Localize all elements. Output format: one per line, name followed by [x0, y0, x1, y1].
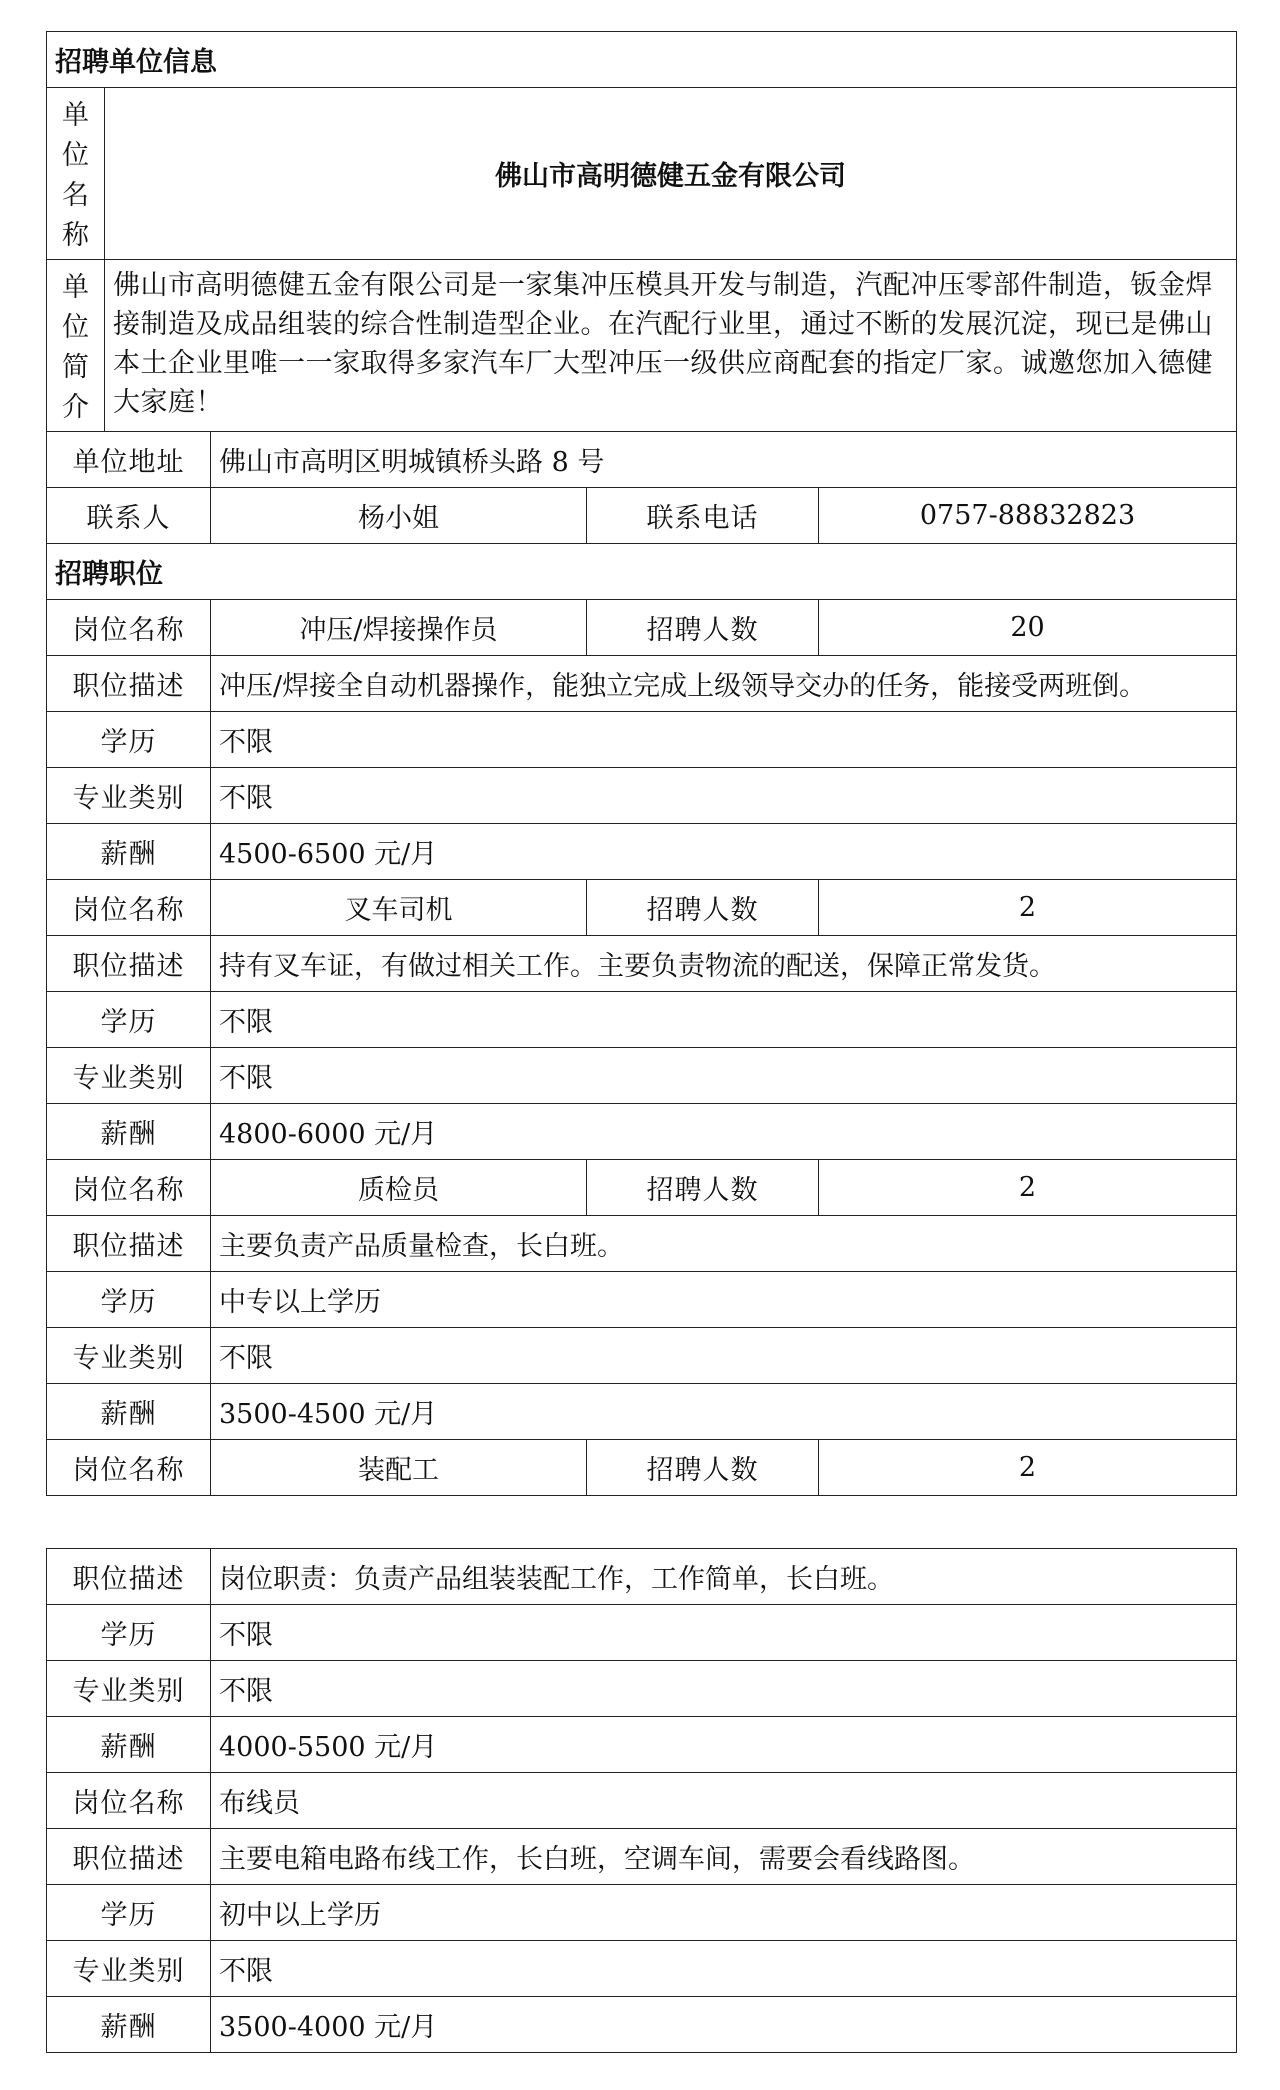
job-name: 布线员	[211, 1773, 1237, 1829]
headcount: 2	[819, 1440, 1237, 1496]
job-name-label: 岗位名称	[47, 880, 211, 936]
education-label: 学历	[47, 1272, 211, 1328]
job-major: 不限	[211, 768, 1237, 824]
job-major: 不限	[211, 1048, 1237, 1104]
job-name: 装配工	[211, 1440, 587, 1496]
job-description: 主要负责产品质量检查，长白班。	[211, 1216, 1237, 1272]
job-education: 不限	[211, 992, 1237, 1048]
job-description: 主要电箱电路布线工作，长白班，空调车间，需要会看线路图。	[211, 1829, 1237, 1885]
salary-label: 薪酬	[47, 1997, 211, 2053]
headcount-label: 招聘人数	[587, 600, 819, 656]
company-intro-label: 单 位 简 介	[47, 260, 105, 432]
section-jobs-title: 招聘职位	[47, 544, 1237, 600]
salary-label: 薪酬	[47, 1104, 211, 1160]
job-name-label: 岗位名称	[47, 1773, 211, 1829]
description-label: 职位描述	[47, 936, 211, 992]
job-education: 中专以上学历	[211, 1272, 1237, 1328]
section-company-title: 招聘单位信息	[47, 32, 1237, 88]
education-label: 学历	[47, 992, 211, 1048]
company-name-label: 单 位 名 称	[47, 88, 105, 260]
major-label: 专业类别	[47, 1328, 211, 1384]
job-description: 岗位职责：负责产品组装装配工作，工作简单，长白班。	[211, 1549, 1237, 1605]
job-name-label: 岗位名称	[47, 600, 211, 656]
headcount-label: 招聘人数	[587, 1440, 819, 1496]
major-label: 专业类别	[47, 768, 211, 824]
major-label: 专业类别	[47, 1661, 211, 1717]
job-education: 不限	[211, 1605, 1237, 1661]
job-name: 质检员	[211, 1160, 587, 1216]
contact-label: 联系人	[47, 488, 211, 544]
address-value: 佛山市高明区明城镇桥头路 8 号	[211, 432, 1237, 488]
recruitment-table-continued	[46, 1548, 1237, 2053]
phone-value: 0757-88832823	[819, 488, 1237, 544]
description-label: 职位描述	[47, 656, 211, 712]
job-education: 初中以上学历	[211, 1885, 1237, 1941]
job-description: 持有叉车证，有做过相关工作。主要负责物流的配送，保障正常发货。	[211, 936, 1237, 992]
salary-label: 薪酬	[47, 1717, 211, 1773]
job-name: 叉车司机	[211, 880, 587, 936]
headcount: 2	[819, 1160, 1237, 1216]
headcount: 20	[819, 600, 1237, 656]
company-name: 佛山市高明德健五金有限公司	[105, 88, 1237, 260]
address-label: 单位地址	[47, 432, 211, 488]
job-name-label: 岗位名称	[47, 1440, 211, 1496]
job-salary: 3500-4000 元/月	[211, 1997, 1237, 2053]
education-label: 学历	[47, 712, 211, 768]
education-label: 学历	[47, 1885, 211, 1941]
job-row	[47, 1160, 1237, 1216]
job-name: 冲压/焊接操作员	[211, 600, 587, 656]
job-row	[47, 1440, 1237, 1496]
job-salary: 4800-6000 元/月	[211, 1104, 1237, 1160]
company-intro: 佛山市高明德健五金有限公司是一家集冲压模具开发与制造，汽配冲压零部件制造，钣金焊接制造及成品组装的综合性制造型企业。在汽配行业里，通过不断的发展沉淀，现已是佛山本土企业里唯一一家取得多家汽车厂大型冲压一级供应商配套的指定厂家。诚邀您加入德健大家庭！	[105, 260, 1237, 432]
phone-label: 联系电话	[587, 488, 819, 544]
description-label: 职位描述	[47, 1549, 211, 1605]
headcount-label: 招聘人数	[587, 880, 819, 936]
education-label: 学历	[47, 1605, 211, 1661]
description-label: 职位描述	[47, 1216, 211, 1272]
headcount: 2	[819, 880, 1237, 936]
job-major: 不限	[211, 1661, 1237, 1717]
recruitment-table	[46, 31, 1237, 1496]
salary-label: 薪酬	[47, 824, 211, 880]
job-row	[47, 600, 1237, 656]
major-label: 专业类别	[47, 1048, 211, 1104]
description-label: 职位描述	[47, 1829, 211, 1885]
job-salary: 4000-5500 元/月	[211, 1717, 1237, 1773]
headcount-label: 招聘人数	[587, 1160, 819, 1216]
job-name-label: 岗位名称	[47, 1160, 211, 1216]
salary-label: 薪酬	[47, 1384, 211, 1440]
contact-value: 杨小姐	[211, 488, 587, 544]
major-label: 专业类别	[47, 1941, 211, 1997]
job-salary: 4500-6500 元/月	[211, 824, 1237, 880]
job-major: 不限	[211, 1941, 1237, 1997]
job-description: 冲压/焊接全自动机器操作，能独立完成上级领导交办的任务，能接受两班倒。	[211, 656, 1237, 712]
job-education: 不限	[211, 712, 1237, 768]
job-major: 不限	[211, 1328, 1237, 1384]
job-salary: 3500-4500 元/月	[211, 1384, 1237, 1440]
job-row	[47, 880, 1237, 936]
